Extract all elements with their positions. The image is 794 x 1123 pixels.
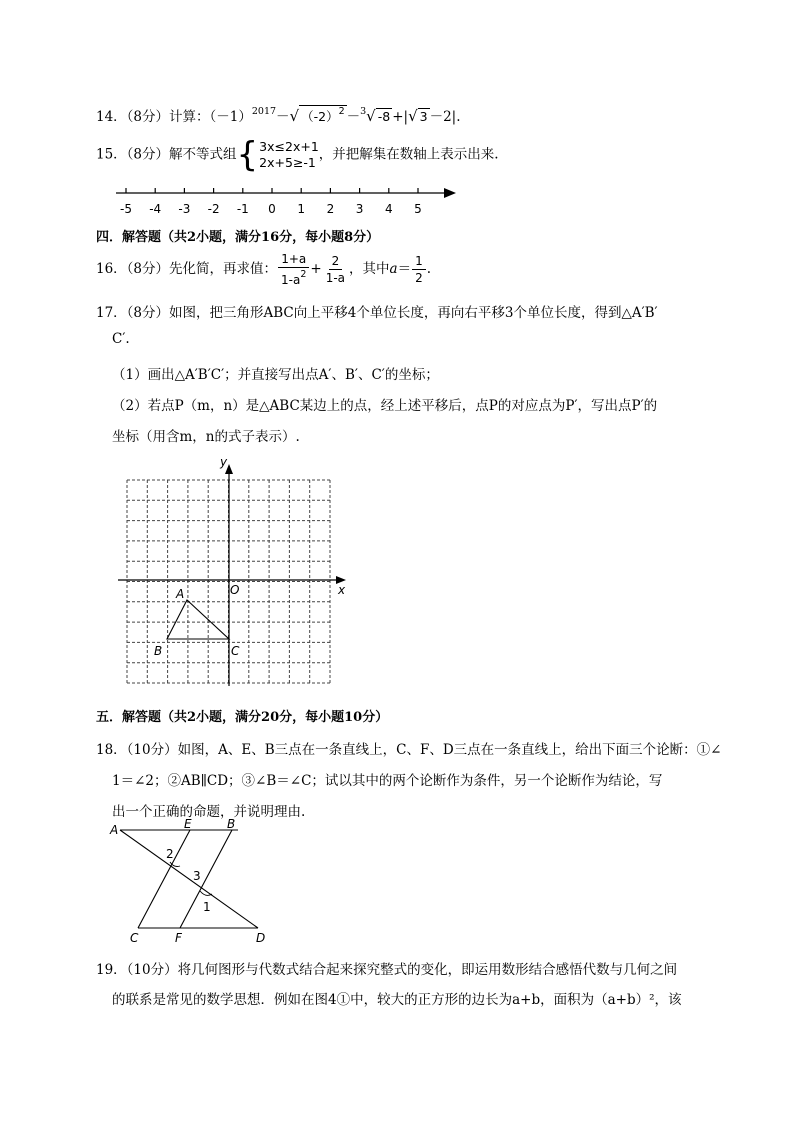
sqrt3-sign: √ xyxy=(408,107,418,125)
fig18-angle-1: 1 xyxy=(203,900,211,914)
point-c-label: C xyxy=(231,644,240,658)
q14-minus-2: － xyxy=(346,109,361,125)
number-line-tick-label: -2 xyxy=(207,202,220,216)
q14-exponent: 2017 xyxy=(251,106,277,117)
q18-line1: 18．（10分）如图，A、E、B三点在一条直线上，C、F、D三点在一条直线上，给出下面三个论断：①∠ xyxy=(96,742,722,758)
fig18-angle-3: 3 xyxy=(193,869,201,883)
q15-prefix: 15．（8分）解不等式组 xyxy=(96,146,237,163)
q16-frac2-den: 1-a xyxy=(325,271,346,285)
number-line-tick-label: -5 xyxy=(120,202,132,216)
line-ad xyxy=(120,830,258,928)
triangle-abc xyxy=(167,600,229,639)
sqrt-sign: √ xyxy=(289,107,300,125)
number-line xyxy=(110,182,460,222)
cbrt-sign: √ xyxy=(366,107,376,125)
y-axis-label: y xyxy=(220,455,228,469)
q16-fraction-2 xyxy=(323,254,348,285)
q19-line1: 19．（10分）将几何图形与代数式结合起来探究整式的变化，即运用数形结合感悟代数与几何之间 xyxy=(96,962,678,978)
q16-frac1-den-text: 1-a xyxy=(281,273,301,287)
fig18-label-f: F xyxy=(175,931,182,945)
point-b-label: B xyxy=(154,644,163,658)
q16-line xyxy=(96,252,431,287)
q14-cbrt-content: -8 xyxy=(377,109,391,124)
q19-line2: 的联系是常见的数学思想．例如在图4①中，较大的正方形的边长为a+b，面积为（a+b）²，该 xyxy=(112,992,682,1008)
number-line-arrow-icon xyxy=(444,188,456,198)
q14-sqrt-radicand xyxy=(299,105,347,125)
q16-end: . xyxy=(426,261,432,277)
number-line-tick-label: -3 xyxy=(178,202,191,216)
q16-frac2-num: 2 xyxy=(329,254,343,270)
q14-sqrt-exp: 2 xyxy=(338,106,345,117)
q17-line1: 17．（8分）如图，把三角形ABC向上平移4个单位长度，再向右平移3个单位长度，得到△A′B′ xyxy=(96,305,658,321)
q14-line xyxy=(96,105,461,125)
q15-system xyxy=(236,135,319,175)
q15-ineq2: 2x+5≥-1 xyxy=(259,155,316,170)
q17-part2a: （2）若点P（m，n）是△ABC某边上的点，经上述平移后，点P的对应点为P′，写出点P′的 xyxy=(112,398,658,414)
fig18-label-b: B xyxy=(227,818,236,831)
q18-line3: 出一个正确的命题，并说明理由. xyxy=(112,804,306,820)
q14-cbrt-index: 3 xyxy=(360,106,367,117)
q14-sqrt-content: （-2） xyxy=(301,109,339,124)
parallel-lines-figure xyxy=(108,818,278,946)
number-line-tick-label: 1 xyxy=(297,202,306,216)
point-a-label: A xyxy=(176,587,185,601)
fig18-label-c: C xyxy=(130,931,139,945)
q14-abs-open: +| xyxy=(392,109,409,125)
q16-frac1-num: 1+a xyxy=(278,252,309,268)
number-line-tick-label: 0 xyxy=(268,202,276,216)
q16-value-fraction xyxy=(412,254,426,285)
number-line-tick-label: -1 xyxy=(236,202,249,216)
q16-var: a xyxy=(389,261,398,277)
q16-prefix: 16．（8分）先化简，再求值： xyxy=(96,261,278,277)
number-line-tick-label: 5 xyxy=(414,202,422,216)
q16-fraction-1 xyxy=(278,252,309,287)
number-line-tick-label: 4 xyxy=(384,202,393,216)
number-line-tick-label: 3 xyxy=(355,202,364,216)
q15-line xyxy=(96,135,499,175)
fig18-label-d: D xyxy=(256,931,266,945)
q16-eq: ＝ xyxy=(397,261,412,277)
q17-line2: C′. xyxy=(112,331,130,347)
fig18-label-a: A xyxy=(110,823,119,837)
q16-mid: ，其中 xyxy=(349,261,390,277)
q18-line2: 1＝∠2；②AB∥CD；③∠B＝∠C；试以其中的两个论断作为条件，另一个论断作为结论，写 xyxy=(112,773,663,789)
q15-suffix: ，并把解集在数轴上表示出来. xyxy=(318,146,499,163)
coordinate-grid xyxy=(110,452,350,688)
q15-ineq1: 3x≤2x+1 xyxy=(259,139,319,154)
number-line-tick-label: 2 xyxy=(326,202,335,216)
q17-part2b: 坐标（用含m，n的式子表示）. xyxy=(112,429,300,445)
line-ec xyxy=(138,830,190,928)
q16-plus: + xyxy=(310,261,322,277)
brace-icon: { xyxy=(236,135,259,175)
fig18-label-e: E xyxy=(184,818,192,831)
q16-val-num: 1 xyxy=(412,254,426,270)
fig18-angle-2: 2 xyxy=(166,847,174,861)
q16-val-den: 2 xyxy=(415,271,423,285)
q14-minus: － xyxy=(276,109,290,125)
section4-title: 四．解答题（共2小题，满分16分，每小题8分） xyxy=(96,230,380,245)
q17-part1: （1）画出△A′B′C′；并直接写出点A′、B′、C′的坐标； xyxy=(112,367,439,383)
x-axis-label: x xyxy=(338,583,346,597)
origin-label: O xyxy=(230,583,240,597)
section5-title: 五．解答题（共2小题，满分20分，每小题10分） xyxy=(96,710,389,725)
q14-sqrt3: 3 xyxy=(419,109,428,124)
q16-frac1-den xyxy=(278,268,309,287)
number-line-tick-label: -4 xyxy=(149,202,162,216)
q14-number: 14．（8分）计算：（－1） xyxy=(96,109,252,125)
q16-frac1-den-exp: 2 xyxy=(300,269,307,280)
q14-tail: －2|. xyxy=(429,109,461,125)
